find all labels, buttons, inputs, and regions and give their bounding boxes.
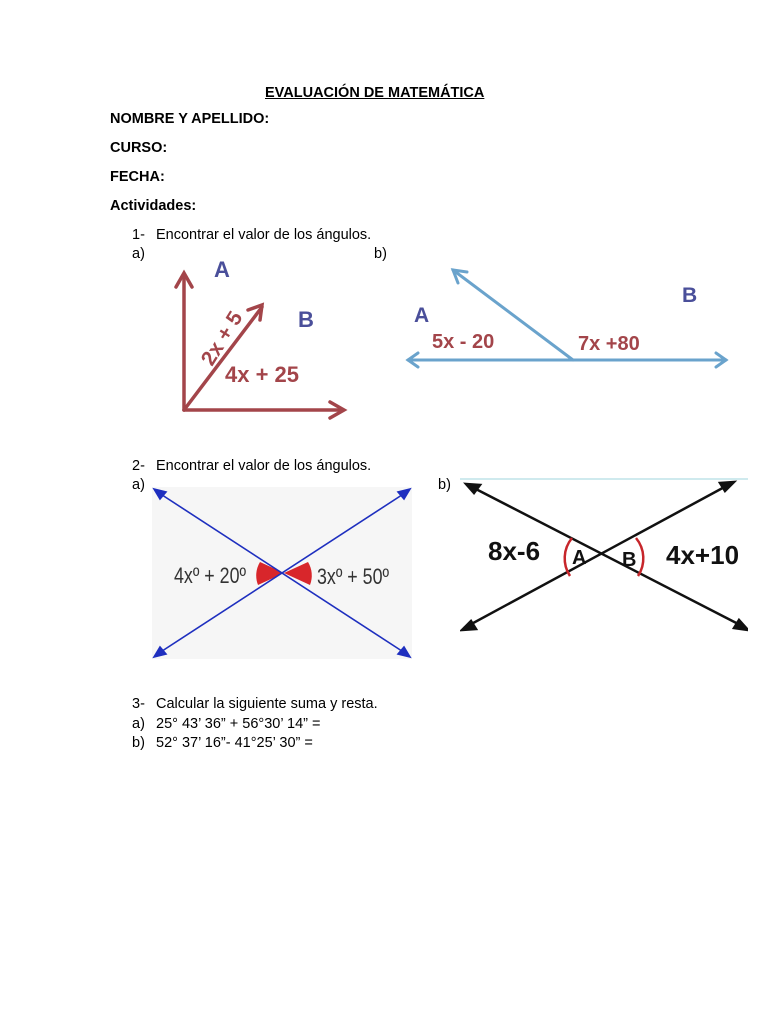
activity1-number: 1- (132, 227, 145, 243)
activity3-item-a-label: a) (132, 716, 145, 732)
activity3-text: Calcular la siguiente suma y resta. (156, 696, 378, 712)
expression-a: 8x-6 (488, 536, 541, 566)
name-label: NOMBRE Y APELLIDO: (110, 111, 270, 127)
angle-label-b: B (682, 284, 698, 307)
expression-b: 7x +80 (578, 333, 640, 355)
activity3-number: 3- (132, 696, 145, 712)
course-label: CURSO: (110, 140, 168, 156)
angle-label-a: A (572, 547, 587, 569)
activity1-label-a: a) (132, 246, 145, 262)
figure-1b (400, 262, 735, 377)
angle-label-a: A (214, 257, 230, 282)
activity1-label-b: b) (374, 246, 387, 262)
expression-a: 5x - 20 (432, 331, 495, 353)
angle-label-b: B (298, 307, 314, 332)
activity2-text: Encontrar el valor de los ángulos. (156, 458, 372, 474)
activity2-label-a: a) (132, 477, 145, 493)
angle-arc-b (636, 538, 643, 576)
expression-a: 4xº + 20º (174, 563, 246, 588)
activity2-label-b: b) (438, 477, 451, 493)
activity2-number: 2- (132, 458, 145, 474)
activity3-item-a-text: 25° 43’ 36” + 56°30’ 14” = (156, 716, 321, 732)
activity3-item-b-label: b) (132, 735, 145, 751)
expression-b: 4x+10 (666, 540, 740, 570)
figure-2b (460, 478, 748, 634)
expression-b: 3xº + 50º (317, 564, 389, 589)
activity1-text: Encontrar el valor de los ángulos. (156, 227, 372, 243)
arrowhead-top-left (466, 484, 480, 493)
expression-a: 2x + 5 (196, 307, 248, 370)
arrowhead-bottom-right (734, 620, 748, 630)
angle-label-b: B (622, 549, 637, 571)
activities-label: Actividades: (110, 198, 197, 214)
angle-label-a: A (414, 304, 430, 327)
date-label: FECHA: (110, 169, 165, 185)
expression-b: 4x + 25 (225, 362, 300, 387)
page-title: EVALUACIÓN DE MATEMÁTICA (265, 85, 485, 101)
activity3-item-b-text: 52° 37’ 16”- 41°25’ 30” = (156, 735, 313, 751)
figure-1a (170, 255, 360, 425)
figure-2a (152, 487, 412, 659)
